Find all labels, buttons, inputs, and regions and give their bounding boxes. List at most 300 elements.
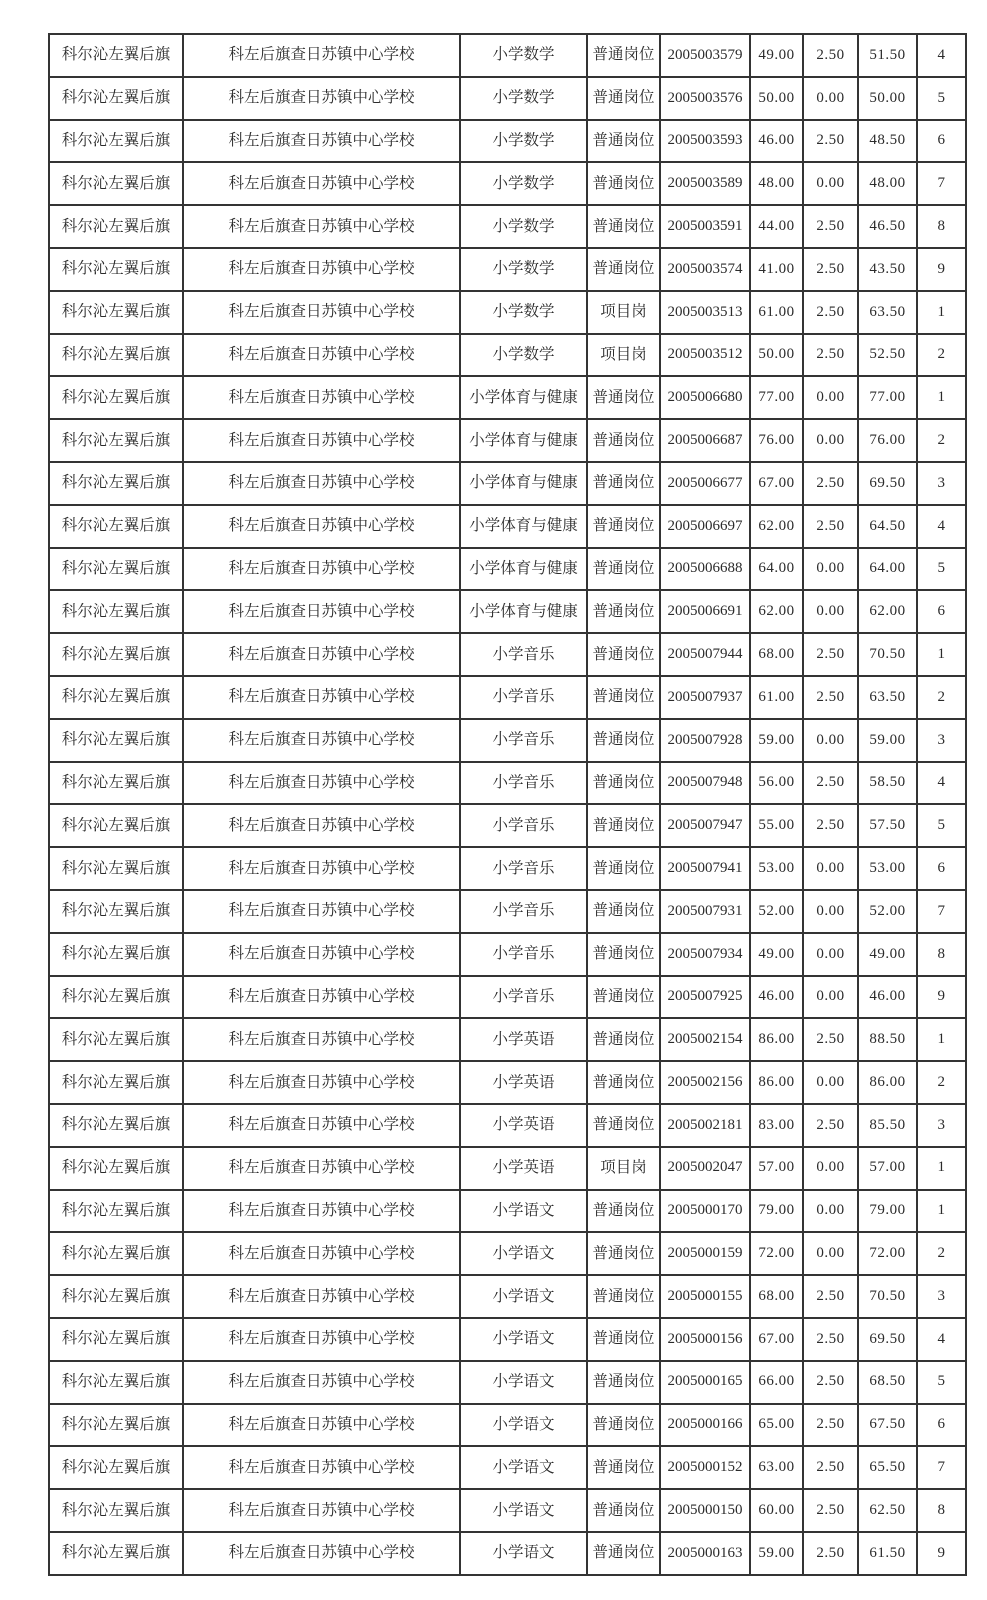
school-cell: 科左后旗查日苏镇中心学校: [183, 762, 460, 805]
total-score-cell: 76.00: [858, 419, 917, 462]
bonus-score-cell: 0.00: [803, 77, 858, 120]
bonus-score-cell: 0.00: [803, 1232, 858, 1275]
written-score-cell: 67.00: [750, 1318, 803, 1361]
subject-cell: 小学体育与健康: [460, 376, 587, 419]
rank-cell: 1: [917, 376, 966, 419]
school-cell: 科左后旗查日苏镇中心学校: [183, 334, 460, 377]
region-cell: 科尔沁左翼后旗: [49, 548, 183, 591]
exam-id-cell: 2005000165: [660, 1361, 750, 1404]
total-score-cell: 62.00: [858, 590, 917, 633]
exam-id-cell: 2005000150: [660, 1489, 750, 1532]
region-cell: 科尔沁左翼后旗: [49, 933, 183, 976]
rank-cell: 8: [917, 933, 966, 976]
total-score-cell: 49.00: [858, 933, 917, 976]
table-row: [49, 676, 966, 719]
total-score-cell: 63.50: [858, 676, 917, 719]
table-row: [49, 804, 966, 847]
subject-cell: 小学数学: [460, 248, 587, 291]
rank-cell: 3: [917, 1104, 966, 1147]
school-cell: 科左后旗查日苏镇中心学校: [183, 1190, 460, 1233]
written-score-cell: 77.00: [750, 376, 803, 419]
subject-cell: 小学语文: [460, 1190, 587, 1233]
post-type-cell: 项目岗: [587, 334, 660, 377]
post-type-cell: 普通岗位: [587, 1104, 660, 1147]
post-type-cell: 普通岗位: [587, 34, 660, 77]
rank-cell: 1: [917, 1190, 966, 1233]
subject-cell: 小学语文: [460, 1318, 587, 1361]
post-type-cell: 项目岗: [587, 291, 660, 334]
school-cell: 科左后旗查日苏镇中心学校: [183, 77, 460, 120]
region-cell: 科尔沁左翼后旗: [49, 1061, 183, 1104]
rank-cell: 9: [917, 976, 966, 1019]
post-type-cell: 普通岗位: [587, 1190, 660, 1233]
written-score-cell: 61.00: [750, 291, 803, 334]
written-score-cell: 68.00: [750, 1275, 803, 1318]
exam-id-cell: 2005002181: [660, 1104, 750, 1147]
exam-id-cell: 2005006677: [660, 462, 750, 505]
region-cell: 科尔沁左翼后旗: [49, 1318, 183, 1361]
region-cell: 科尔沁左翼后旗: [49, 419, 183, 462]
bonus-score-cell: 2.50: [803, 1361, 858, 1404]
school-cell: 科左后旗查日苏镇中心学校: [183, 248, 460, 291]
written-score-cell: 66.00: [750, 1361, 803, 1404]
bonus-score-cell: 2.50: [803, 205, 858, 248]
subject-cell: 小学数学: [460, 120, 587, 163]
table-row: [49, 462, 966, 505]
region-cell: 科尔沁左翼后旗: [49, 1361, 183, 1404]
rank-cell: 4: [917, 505, 966, 548]
table-row: [49, 1104, 966, 1147]
subject-cell: 小学数学: [460, 77, 587, 120]
school-cell: 科左后旗查日苏镇中心学校: [183, 590, 460, 633]
bonus-score-cell: 0.00: [803, 1147, 858, 1190]
subject-cell: 小学数学: [460, 291, 587, 334]
total-score-cell: 70.50: [858, 633, 917, 676]
total-score-cell: 86.00: [858, 1061, 917, 1104]
rank-cell: 4: [917, 762, 966, 805]
rank-cell: 2: [917, 676, 966, 719]
written-score-cell: 64.00: [750, 548, 803, 591]
exam-id-cell: 2005000155: [660, 1275, 750, 1318]
subject-cell: 小学语文: [460, 1489, 587, 1532]
post-type-cell: 普通岗位: [587, 505, 660, 548]
post-type-cell: 普通岗位: [587, 1489, 660, 1532]
total-score-cell: 69.50: [858, 1318, 917, 1361]
written-score-cell: 46.00: [750, 120, 803, 163]
subject-cell: 小学语文: [460, 1232, 587, 1275]
region-cell: 科尔沁左翼后旗: [49, 291, 183, 334]
table-row: [49, 505, 966, 548]
rank-cell: 3: [917, 1275, 966, 1318]
subject-cell: 小学体育与健康: [460, 590, 587, 633]
written-score-cell: 59.00: [750, 719, 803, 762]
post-type-cell: 普通岗位: [587, 462, 660, 505]
school-cell: 科左后旗查日苏镇中心学校: [183, 1532, 460, 1575]
written-score-cell: 53.00: [750, 847, 803, 890]
bonus-score-cell: 0.00: [803, 590, 858, 633]
total-score-cell: 79.00: [858, 1190, 917, 1233]
written-score-cell: 67.00: [750, 462, 803, 505]
school-cell: 科左后旗查日苏镇中心学校: [183, 1232, 460, 1275]
region-cell: 科尔沁左翼后旗: [49, 120, 183, 163]
total-score-cell: 53.00: [858, 847, 917, 890]
rank-cell: 4: [917, 34, 966, 77]
post-type-cell: 普通岗位: [587, 1361, 660, 1404]
table-row: [49, 890, 966, 933]
bonus-score-cell: 2.50: [803, 633, 858, 676]
post-type-cell: 普通岗位: [587, 1532, 660, 1575]
table-row: [49, 34, 966, 77]
school-cell: 科左后旗查日苏镇中心学校: [183, 1318, 460, 1361]
region-cell: 科尔沁左翼后旗: [49, 376, 183, 419]
school-cell: 科左后旗查日苏镇中心学校: [183, 1489, 460, 1532]
total-score-cell: 62.50: [858, 1489, 917, 1532]
bonus-score-cell: 0.00: [803, 847, 858, 890]
region-cell: 科尔沁左翼后旗: [49, 462, 183, 505]
table-row: [49, 1489, 966, 1532]
rank-cell: 2: [917, 1061, 966, 1104]
school-cell: 科左后旗查日苏镇中心学校: [183, 1404, 460, 1447]
exam-id-cell: 2005000152: [660, 1446, 750, 1489]
school-cell: 科左后旗查日苏镇中心学校: [183, 34, 460, 77]
region-cell: 科尔沁左翼后旗: [49, 1104, 183, 1147]
rank-cell: 6: [917, 1404, 966, 1447]
school-cell: 科左后旗查日苏镇中心学校: [183, 1275, 460, 1318]
post-type-cell: 普通岗位: [587, 976, 660, 1019]
exam-id-cell: 2005006680: [660, 376, 750, 419]
post-type-cell: 普通岗位: [587, 419, 660, 462]
table-row: [49, 334, 966, 377]
region-cell: 科尔沁左翼后旗: [49, 590, 183, 633]
written-score-cell: 44.00: [750, 205, 803, 248]
region-cell: 科尔沁左翼后旗: [49, 1018, 183, 1061]
region-cell: 科尔沁左翼后旗: [49, 762, 183, 805]
region-cell: 科尔沁左翼后旗: [49, 1147, 183, 1190]
rank-cell: 1: [917, 1018, 966, 1061]
total-score-cell: 50.00: [858, 77, 917, 120]
post-type-cell: 普通岗位: [587, 804, 660, 847]
school-cell: 科左后旗查日苏镇中心学校: [183, 719, 460, 762]
total-score-cell: 72.00: [858, 1232, 917, 1275]
bonus-score-cell: 0.00: [803, 1061, 858, 1104]
subject-cell: 小学音乐: [460, 804, 587, 847]
table-row: [49, 762, 966, 805]
exam-id-cell: 2005007934: [660, 933, 750, 976]
bonus-score-cell: 2.50: [803, 505, 858, 548]
subject-cell: 小学音乐: [460, 976, 587, 1019]
school-cell: 科左后旗查日苏镇中心学校: [183, 1147, 460, 1190]
post-type-cell: 普通岗位: [587, 1061, 660, 1104]
post-type-cell: 普通岗位: [587, 1446, 660, 1489]
exam-id-cell: 2005006691: [660, 590, 750, 633]
rank-cell: 5: [917, 548, 966, 591]
total-score-cell: 67.50: [858, 1404, 917, 1447]
table-row: [49, 1190, 966, 1233]
table-row: [49, 1446, 966, 1489]
subject-cell: 小学数学: [460, 162, 587, 205]
total-score-cell: 64.00: [858, 548, 917, 591]
rank-cell: 6: [917, 847, 966, 890]
written-score-cell: 61.00: [750, 676, 803, 719]
bonus-score-cell: 2.50: [803, 462, 858, 505]
rank-cell: 3: [917, 719, 966, 762]
total-score-cell: 52.00: [858, 890, 917, 933]
table-row: [49, 933, 966, 976]
exam-id-cell: 2005002047: [660, 1147, 750, 1190]
total-score-cell: 48.50: [858, 120, 917, 163]
bonus-score-cell: 2.50: [803, 248, 858, 291]
total-score-cell: 43.50: [858, 248, 917, 291]
subject-cell: 小学音乐: [460, 933, 587, 976]
total-score-cell: 69.50: [858, 462, 917, 505]
exam-id-cell: 2005003591: [660, 205, 750, 248]
rank-cell: 7: [917, 162, 966, 205]
bonus-score-cell: 0.00: [803, 933, 858, 976]
rank-cell: 5: [917, 77, 966, 120]
exam-id-cell: 2005006688: [660, 548, 750, 591]
rank-cell: 4: [917, 1318, 966, 1361]
subject-cell: 小学体育与健康: [460, 462, 587, 505]
table-row: [49, 633, 966, 676]
school-cell: 科左后旗查日苏镇中心学校: [183, 890, 460, 933]
school-cell: 科左后旗查日苏镇中心学校: [183, 205, 460, 248]
rank-cell: 2: [917, 334, 966, 377]
exam-id-cell: 2005003513: [660, 291, 750, 334]
post-type-cell: 普通岗位: [587, 1232, 660, 1275]
exam-id-cell: 2005006687: [660, 419, 750, 462]
bonus-score-cell: 2.50: [803, 1532, 858, 1575]
region-cell: 科尔沁左翼后旗: [49, 1446, 183, 1489]
region-cell: 科尔沁左翼后旗: [49, 1532, 183, 1575]
exam-id-cell: 2005007928: [660, 719, 750, 762]
exam-id-cell: 2005000159: [660, 1232, 750, 1275]
school-cell: 科左后旗查日苏镇中心学校: [183, 505, 460, 548]
bonus-score-cell: 2.50: [803, 1446, 858, 1489]
school-cell: 科左后旗查日苏镇中心学校: [183, 419, 460, 462]
table-row: [49, 847, 966, 890]
exam-id-cell: 2005000156: [660, 1318, 750, 1361]
bonus-score-cell: 2.50: [803, 762, 858, 805]
written-score-cell: 52.00: [750, 890, 803, 933]
written-score-cell: 62.00: [750, 505, 803, 548]
subject-cell: 小学音乐: [460, 719, 587, 762]
post-type-cell: 普通岗位: [587, 1018, 660, 1061]
region-cell: 科尔沁左翼后旗: [49, 77, 183, 120]
region-cell: 科尔沁左翼后旗: [49, 633, 183, 676]
exam-id-cell: 2005002154: [660, 1018, 750, 1061]
written-score-cell: 41.00: [750, 248, 803, 291]
table-row: [49, 1318, 966, 1361]
exam-id-cell: 2005007925: [660, 976, 750, 1019]
exam-id-cell: 2005007931: [660, 890, 750, 933]
subject-cell: 小学语文: [460, 1275, 587, 1318]
written-score-cell: 65.00: [750, 1404, 803, 1447]
table-row: [49, 291, 966, 334]
school-cell: 科左后旗查日苏镇中心学校: [183, 1061, 460, 1104]
bonus-score-cell: 0.00: [803, 976, 858, 1019]
score-table-body: [49, 34, 966, 1575]
post-type-cell: 普通岗位: [587, 633, 660, 676]
total-score-cell: 57.50: [858, 804, 917, 847]
total-score-cell: 59.00: [858, 719, 917, 762]
school-cell: 科左后旗查日苏镇中心学校: [183, 462, 460, 505]
school-cell: 科左后旗查日苏镇中心学校: [183, 120, 460, 163]
school-cell: 科左后旗查日苏镇中心学校: [183, 376, 460, 419]
bonus-score-cell: 0.00: [803, 419, 858, 462]
total-score-cell: 48.00: [858, 162, 917, 205]
post-type-cell: 项目岗: [587, 1147, 660, 1190]
region-cell: 科尔沁左翼后旗: [49, 505, 183, 548]
rank-cell: 9: [917, 248, 966, 291]
bonus-score-cell: 2.50: [803, 120, 858, 163]
rank-cell: 9: [917, 1532, 966, 1575]
school-cell: 科左后旗查日苏镇中心学校: [183, 1361, 460, 1404]
post-type-cell: 普通岗位: [587, 762, 660, 805]
school-cell: 科左后旗查日苏镇中心学校: [183, 291, 460, 334]
bonus-score-cell: 2.50: [803, 1318, 858, 1361]
score-table: [48, 33, 967, 1576]
post-type-cell: 普通岗位: [587, 590, 660, 633]
rank-cell: 3: [917, 462, 966, 505]
subject-cell: 小学语文: [460, 1404, 587, 1447]
table-row: [49, 1275, 966, 1318]
region-cell: 科尔沁左翼后旗: [49, 1275, 183, 1318]
table-row: [49, 1147, 966, 1190]
table-row: [49, 77, 966, 120]
post-type-cell: 普通岗位: [587, 548, 660, 591]
written-score-cell: 57.00: [750, 1147, 803, 1190]
subject-cell: 小学英语: [460, 1018, 587, 1061]
school-cell: 科左后旗查日苏镇中心学校: [183, 976, 460, 1019]
post-type-cell: 普通岗位: [587, 376, 660, 419]
written-score-cell: 59.00: [750, 1532, 803, 1575]
post-type-cell: 普通岗位: [587, 719, 660, 762]
post-type-cell: 普通岗位: [587, 933, 660, 976]
post-type-cell: 普通岗位: [587, 162, 660, 205]
post-type-cell: 普通岗位: [587, 248, 660, 291]
subject-cell: 小学数学: [460, 205, 587, 248]
region-cell: 科尔沁左翼后旗: [49, 676, 183, 719]
exam-id-cell: 2005006697: [660, 505, 750, 548]
post-type-cell: 普通岗位: [587, 77, 660, 120]
region-cell: 科尔沁左翼后旗: [49, 205, 183, 248]
exam-id-cell: 2005003579: [660, 34, 750, 77]
post-type-cell: 普通岗位: [587, 1404, 660, 1447]
post-type-cell: 普通岗位: [587, 847, 660, 890]
post-type-cell: 普通岗位: [587, 205, 660, 248]
written-score-cell: 86.00: [750, 1018, 803, 1061]
bonus-score-cell: 2.50: [803, 1404, 858, 1447]
written-score-cell: 46.00: [750, 976, 803, 1019]
rank-cell: 7: [917, 890, 966, 933]
table-row: [49, 1532, 966, 1575]
written-score-cell: 56.00: [750, 762, 803, 805]
exam-id-cell: 2005007937: [660, 676, 750, 719]
total-score-cell: 61.50: [858, 1532, 917, 1575]
exam-id-cell: 2005007944: [660, 633, 750, 676]
written-score-cell: 62.00: [750, 590, 803, 633]
table-row: [49, 976, 966, 1019]
exam-id-cell: 2005000163: [660, 1532, 750, 1575]
written-score-cell: 72.00: [750, 1232, 803, 1275]
school-cell: 科左后旗查日苏镇中心学校: [183, 548, 460, 591]
written-score-cell: 50.00: [750, 77, 803, 120]
written-score-cell: 63.00: [750, 1446, 803, 1489]
bonus-score-cell: 0.00: [803, 376, 858, 419]
written-score-cell: 68.00: [750, 633, 803, 676]
subject-cell: 小学英语: [460, 1147, 587, 1190]
school-cell: 科左后旗查日苏镇中心学校: [183, 1104, 460, 1147]
subject-cell: 小学体育与健康: [460, 419, 587, 462]
rank-cell: 8: [917, 205, 966, 248]
written-score-cell: 48.00: [750, 162, 803, 205]
total-score-cell: 65.50: [858, 1446, 917, 1489]
region-cell: 科尔沁左翼后旗: [49, 890, 183, 933]
bonus-score-cell: 2.50: [803, 1489, 858, 1532]
bonus-score-cell: 2.50: [803, 1104, 858, 1147]
rank-cell: 6: [917, 590, 966, 633]
subject-cell: 小学体育与健康: [460, 548, 587, 591]
total-score-cell: 70.50: [858, 1275, 917, 1318]
written-score-cell: 86.00: [750, 1061, 803, 1104]
exam-id-cell: 2005003512: [660, 334, 750, 377]
bonus-score-cell: 0.00: [803, 1190, 858, 1233]
table-row: [49, 248, 966, 291]
table-row: [49, 162, 966, 205]
total-score-cell: 46.00: [858, 976, 917, 1019]
written-score-cell: 50.00: [750, 334, 803, 377]
table-row: [49, 719, 966, 762]
rank-cell: 5: [917, 804, 966, 847]
exam-id-cell: 2005000170: [660, 1190, 750, 1233]
region-cell: 科尔沁左翼后旗: [49, 248, 183, 291]
exam-id-cell: 2005003576: [660, 77, 750, 120]
table-row: [49, 1018, 966, 1061]
bonus-score-cell: 2.50: [803, 291, 858, 334]
total-score-cell: 57.00: [858, 1147, 917, 1190]
written-score-cell: 49.00: [750, 34, 803, 77]
school-cell: 科左后旗查日苏镇中心学校: [183, 1018, 460, 1061]
school-cell: 科左后旗查日苏镇中心学校: [183, 162, 460, 205]
written-score-cell: 79.00: [750, 1190, 803, 1233]
school-cell: 科左后旗查日苏镇中心学校: [183, 676, 460, 719]
bonus-score-cell: 0.00: [803, 548, 858, 591]
post-type-cell: 普通岗位: [587, 1275, 660, 1318]
rank-cell: 1: [917, 1147, 966, 1190]
rank-cell: 6: [917, 120, 966, 163]
table-row: [49, 590, 966, 633]
total-score-cell: 77.00: [858, 376, 917, 419]
subject-cell: 小学语文: [460, 1446, 587, 1489]
region-cell: 科尔沁左翼后旗: [49, 334, 183, 377]
subject-cell: 小学语文: [460, 1532, 587, 1575]
exam-id-cell: 2005007941: [660, 847, 750, 890]
region-cell: 科尔沁左翼后旗: [49, 847, 183, 890]
region-cell: 科尔沁左翼后旗: [49, 1232, 183, 1275]
total-score-cell: 46.50: [858, 205, 917, 248]
subject-cell: 小学音乐: [460, 762, 587, 805]
exam-id-cell: 2005007947: [660, 804, 750, 847]
rank-cell: 5: [917, 1361, 966, 1404]
table-row: [49, 205, 966, 248]
table-row: [49, 1404, 966, 1447]
region-cell: 科尔沁左翼后旗: [49, 719, 183, 762]
subject-cell: 小学音乐: [460, 676, 587, 719]
region-cell: 科尔沁左翼后旗: [49, 34, 183, 77]
subject-cell: 小学体育与健康: [460, 505, 587, 548]
total-score-cell: 51.50: [858, 34, 917, 77]
table-row: [49, 1232, 966, 1275]
